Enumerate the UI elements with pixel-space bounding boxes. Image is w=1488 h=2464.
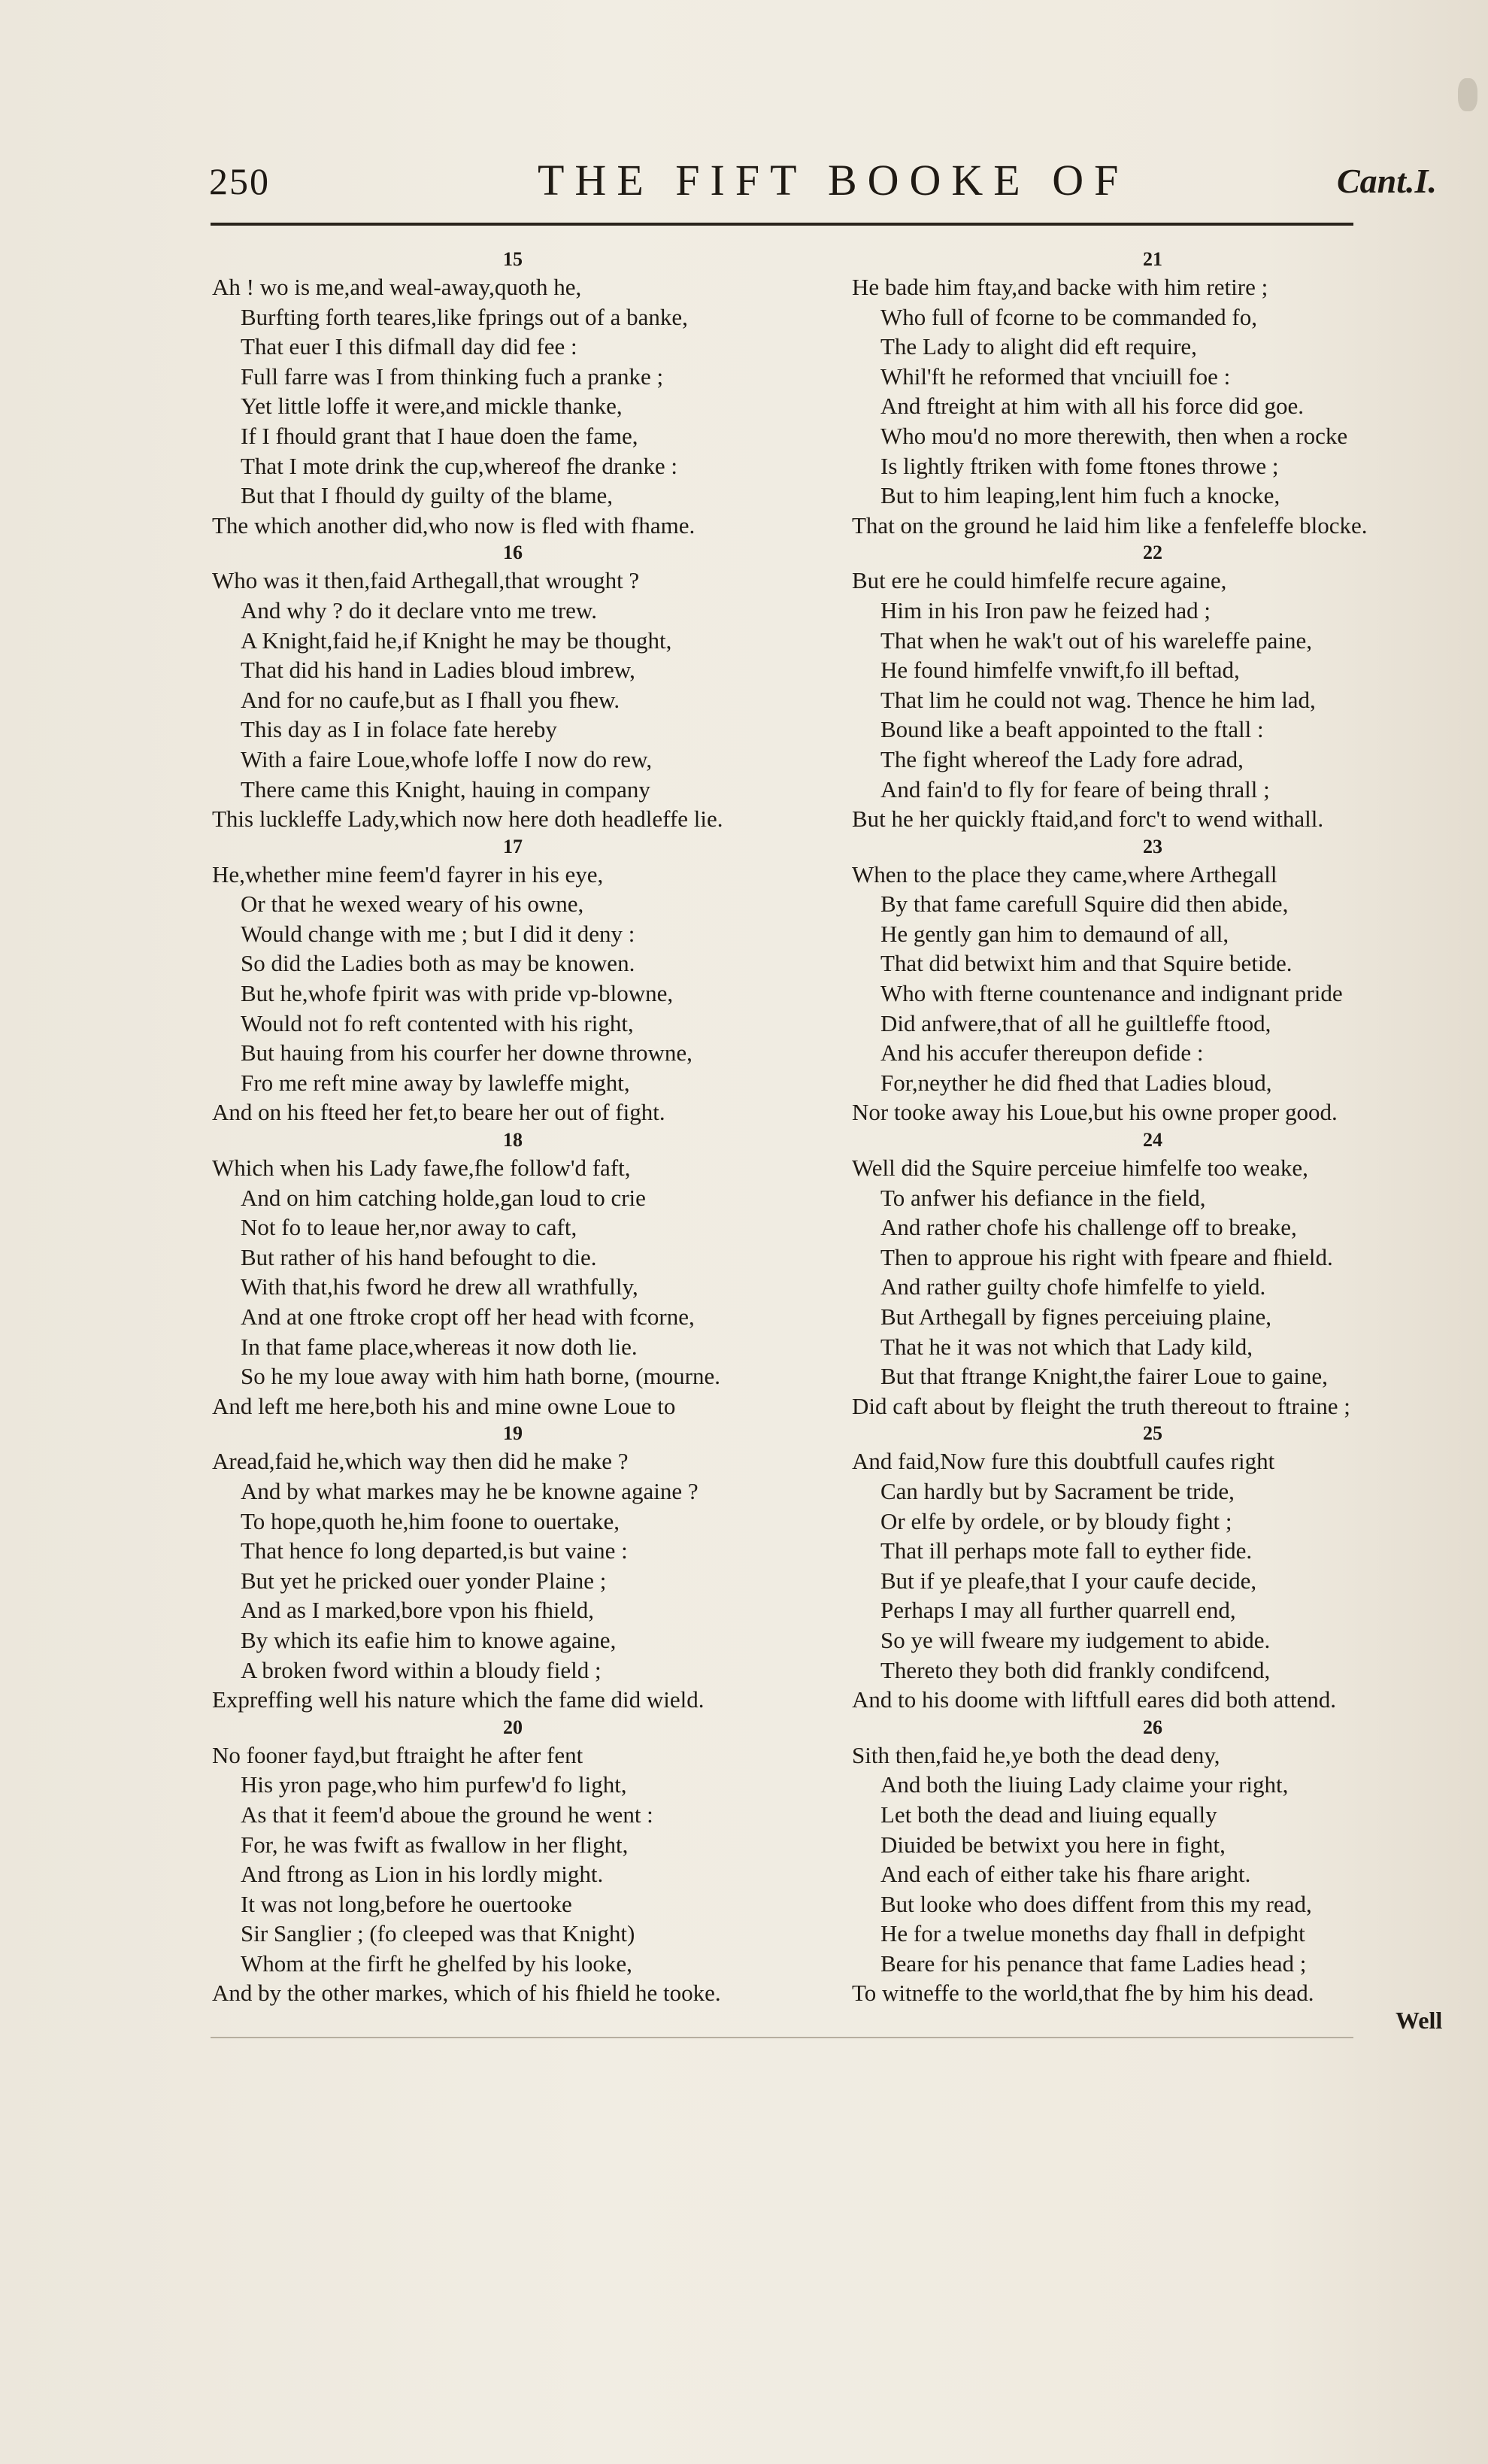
canto-label: Cant.I. <box>1337 162 1437 200</box>
verse-line: And for no caufe,but as I fhall you fhew. <box>241 686 620 713</box>
verse-line: Yet little loffe it were,and mickle thanke, <box>241 393 623 420</box>
verse-line: And ftrong as Lion in his lordly might. <box>241 1861 604 1888</box>
verse-line: That on the ground he laid him like a fenfeleffe blocke. <box>852 511 1368 539</box>
verse-line: For, he was fwift as fwallow in her flight, <box>241 1831 629 1858</box>
verse-line: Who mou'd no more therewith, then when a rocke <box>880 422 1348 449</box>
verse-line: And faid,Now fure this doubtfull caufes right <box>852 1448 1275 1475</box>
verse-line: Bound like a beaft appointed to the ftall : <box>880 716 1264 743</box>
stanza-number: 16 <box>503 542 523 564</box>
verse-line: For,neyther he did fhed that Ladies bloud, <box>880 1069 1272 1096</box>
verse-line: When to the place they came,where Arthegall <box>852 860 1277 888</box>
verse-line: But yet he pricked ouer yonder Plaine ; <box>241 1567 607 1594</box>
stanza-number: 24 <box>1143 1129 1162 1152</box>
verse-line: And fain'd to fly for feare of being thrall ; <box>880 775 1270 803</box>
verse-line: And on his fteed her fet,to beare her out of fight. <box>212 1099 665 1126</box>
verse-line: So he my loue away with him hath borne, (mourne. <box>241 1363 720 1390</box>
verse-line: Fro me reft mine away by lawleffe might, <box>241 1069 630 1096</box>
verse-line: Let both the dead and liuing equally <box>880 1801 1217 1828</box>
verse-line: To witneffe to the world,that fhe by him his dead. <box>852 1980 1314 2007</box>
verse-line: Diuided be betwixt you here in fight, <box>880 1831 1226 1858</box>
verse-line: Or elfe by ordele, or by bloudy fight ; <box>880 1507 1232 1534</box>
verse-line: With a faire Loue,whofe loffe I now do rew, <box>241 745 653 772</box>
verse-line: The fight whereof the Lady fore adrad, <box>880 745 1244 772</box>
verse-line: He bade him ftay,and backe with him retire ; <box>852 274 1268 300</box>
verse-line: No fooner fayd,but ftraight he after fent <box>212 1741 583 1768</box>
verse-line: So ye will fweare my iudgement to abide. <box>880 1626 1271 1653</box>
paper-blemish <box>1458 78 1477 111</box>
verse-line: And by what markes may he be knowne againe ? <box>241 1477 699 1504</box>
stanza-number: 15 <box>503 248 523 270</box>
verse-line: That euer I this difmall day did fee : <box>241 333 577 360</box>
verse-line: That did betwixt him and that Squire betide. <box>880 950 1293 977</box>
verse-line: Sir Sanglier ; (fo cleeped was that Knight) <box>241 1920 635 1947</box>
verse-line: But to him leaping,lent him fuch a knocke, <box>880 482 1280 509</box>
verse-line: This luckleffe Lady,which now here doth headleffe lie. <box>212 806 723 833</box>
verse-line: He for a twelue moneths day fhall in defpight <box>880 1920 1305 1947</box>
verse-line: Would change with me ; but I did it deny : <box>241 920 635 947</box>
verse-line: Who was it then,faid Arthegall,that wrought ? <box>212 567 640 594</box>
verse-line: Or that he wexed weary of his owne, <box>241 891 584 918</box>
stanza-number: 19 <box>503 1422 523 1445</box>
verse-line: But he her quickly ftaid,and forc't to wend withall. <box>852 806 1324 833</box>
verse-line: And rather guilty chofe himfelfe to yield. <box>880 1273 1266 1300</box>
verse-line: But rather of his hand befought to die. <box>241 1243 597 1270</box>
verse-line: And at one ftroke cropt off her head with fcorne, <box>241 1303 695 1330</box>
verse-line: But looke who does diffent from this my read, <box>880 1890 1312 1917</box>
verse-line: Burfting forth teares,like fprings out of a banke, <box>241 303 688 330</box>
verse-line: The which another did,who now is fled with fhame. <box>212 511 696 539</box>
verse-line: This day as I in folace fate hereby <box>241 716 557 743</box>
verse-line: That ill perhaps mote fall to eyther fide. <box>880 1537 1253 1564</box>
verse-line: Perhaps I may all further quarrell end, <box>880 1597 1236 1624</box>
verse-line: Then to approue his right with fpeare and fhield. <box>880 1243 1333 1270</box>
verse-line: That lim he could not wag. Thence he him lad, <box>880 686 1316 713</box>
verse-line: And left me here,both his and mine owne Loue to <box>212 1392 676 1419</box>
verse-line: Ah ! wo is me,and weal-away,quoth he, <box>212 274 582 300</box>
verse-line: Whil'ft he reformed that vnciuill foe : <box>880 363 1231 390</box>
verse-line: Aread,faid he,which way then did he make ? <box>212 1448 629 1475</box>
verse-line: To hope,quoth he,him foone to ouertake, <box>241 1507 620 1534</box>
verse-line: And to his doome with liftfull eares did both attend. <box>852 1686 1337 1713</box>
verse-line: Expreffing well his nature which the fame did wield. <box>212 1686 705 1713</box>
stanza-number: 23 <box>1143 835 1162 857</box>
verse-line: And both the liuing Lady claime your right, <box>880 1771 1289 1798</box>
verse-line: Not fo to leaue her,nor away to caft, <box>241 1214 577 1241</box>
stanza-number: 17 <box>503 835 523 857</box>
catchword: Well <box>1396 2007 1443 2034</box>
verse-line: And as I marked,bore vpon his fhield, <box>241 1597 595 1624</box>
verse-line: Did anfwere,that of all he guiltleffe ftood, <box>880 1009 1271 1036</box>
verse-line: That hence fo long departed,is but vaine : <box>241 1537 628 1564</box>
verse-line: But that I fhould dy guilty of the blame, <box>241 482 614 509</box>
verse-line: Nor tooke away his Loue,but his owne proper good. <box>852 1099 1338 1126</box>
verse-line: With that,his fword he drew all wrathfully, <box>241 1273 638 1300</box>
verse-line: Him in his Iron paw he feized had ; <box>880 596 1211 624</box>
left-column <box>212 247 814 2008</box>
verse-line: He,whether mine feem'd fayrer in his eye, <box>212 860 604 888</box>
verse-line: And rather chofe his challenge off to breake, <box>880 1214 1297 1241</box>
verse-line: Which when his Lady fawe,fhe follow'd faft, <box>212 1155 631 1182</box>
right-column <box>852 247 1453 2008</box>
verse-line: Who with fterne countenance and indignant pride <box>880 980 1343 1007</box>
verse-line: And on him catching holde,gan loud to crie <box>241 1184 646 1211</box>
running-title: THE FIFT BOOKE OF <box>538 156 1129 205</box>
verse-line: So did the Ladies both as may be knowen. <box>241 950 635 977</box>
verse-line: Can hardly but by Sacrament be tride, <box>880 1477 1235 1504</box>
verse-line: That he it was not which that Lady kild, <box>880 1333 1253 1360</box>
verse-line: Is lightly ftriken with fome ftones throwe ; <box>880 452 1279 479</box>
stanza-number: 25 <box>1143 1422 1162 1445</box>
verse-line: By which its eafie him to knowe againe, <box>241 1626 617 1653</box>
verse-line: Thereto they both did frankly condifcend, <box>880 1656 1271 1683</box>
stanza-number: 18 <box>503 1129 523 1152</box>
verse-line: But he,whofe fpirit was with pride vp-blowne, <box>241 980 674 1007</box>
verse-line: That I mote drink the cup,whereof fhe dranke : <box>241 452 678 479</box>
verse-line: Whom at the firft he ghelfed by his looke, <box>241 1950 632 1977</box>
verse-line: A Knight,faid he,if Knight he may be thought, <box>241 627 672 654</box>
verse-line: And each of either take his fhare aright. <box>880 1861 1251 1888</box>
verse-line: As that it feem'd aboue the ground he went : <box>241 1801 653 1828</box>
verse-line: And why ? do it declare vnto me trew. <box>241 596 598 624</box>
verse-line: The Lady to alight did eft require, <box>880 333 1197 360</box>
verse-line: Would not fo reft contented with his right, <box>241 1009 634 1036</box>
verse-line: But Arthegall by fignes perceiuing plaine, <box>880 1303 1271 1330</box>
verse-line: Sith then,faid he,ye both the dead deny, <box>852 1741 1220 1768</box>
verse-line: A broken fword within a bloudy field ; <box>241 1656 602 1683</box>
verse-line: Full farre was I from thinking fuch a pranke ; <box>241 363 664 390</box>
verse-line: His yron page,who him purfew'd fo light, <box>241 1771 627 1798</box>
page-number: 250 <box>209 160 270 202</box>
verse-line: And by the other markes, which of his fhield he tooke. <box>212 1980 721 2007</box>
verse-line: He found himfelfe vnwift,fo ill beftad, <box>880 657 1240 684</box>
stanza-number: 22 <box>1143 542 1162 564</box>
verse-line: That did his hand in Ladies bloud imbrew, <box>241 657 635 684</box>
verse-line: There came this Knight, hauing in company <box>241 775 650 803</box>
verse-line: And his accufer thereupon defide : <box>880 1039 1204 1067</box>
stanza-number: 20 <box>503 1716 523 1738</box>
verse-line: Beare for his penance that fame Ladies head ; <box>880 1950 1307 1977</box>
verse-line: In that fame place,whereas it now doth lie. <box>241 1333 638 1360</box>
stanza-number: 26 <box>1143 1716 1162 1738</box>
verse-line: But that ftrange Knight,the fairer Loue to gaine, <box>880 1363 1328 1390</box>
stanza-number: 21 <box>1143 248 1162 270</box>
verse-line: By that fame carefull Squire did then abide, <box>880 891 1289 918</box>
verse-line: It was not long,before he ouertooke <box>241 1890 572 1917</box>
verse-line: But ere he could himfelfe recure againe, <box>852 567 1227 594</box>
header-rule <box>211 223 1353 226</box>
verse-line: Well did the Squire perceiue himfelfe too weake, <box>852 1155 1308 1182</box>
verse-line: To anfwer his defiance in the field, <box>880 1184 1206 1211</box>
footer-rule <box>211 2037 1353 2038</box>
verse-line: He gently gan him to demaund of all, <box>880 920 1229 947</box>
verse-line: That when he wak't out of his wareleffe paine, <box>880 627 1312 654</box>
verse-line: And ftreight at him with all his force did goe. <box>880 393 1305 420</box>
verse-line: But if ye pleafe,that I your caufe decide, <box>880 1567 1257 1594</box>
verse-line: If I fhould grant that I haue doen the fame, <box>241 422 638 449</box>
verse-line: Who full of fcorne to be commanded fo, <box>880 303 1257 330</box>
verse-line: But hauing from his courfer her downe throwne, <box>241 1039 692 1067</box>
verse-line: Did caft about by fleight the truth thereout to ftraine ; <box>852 1392 1350 1419</box>
